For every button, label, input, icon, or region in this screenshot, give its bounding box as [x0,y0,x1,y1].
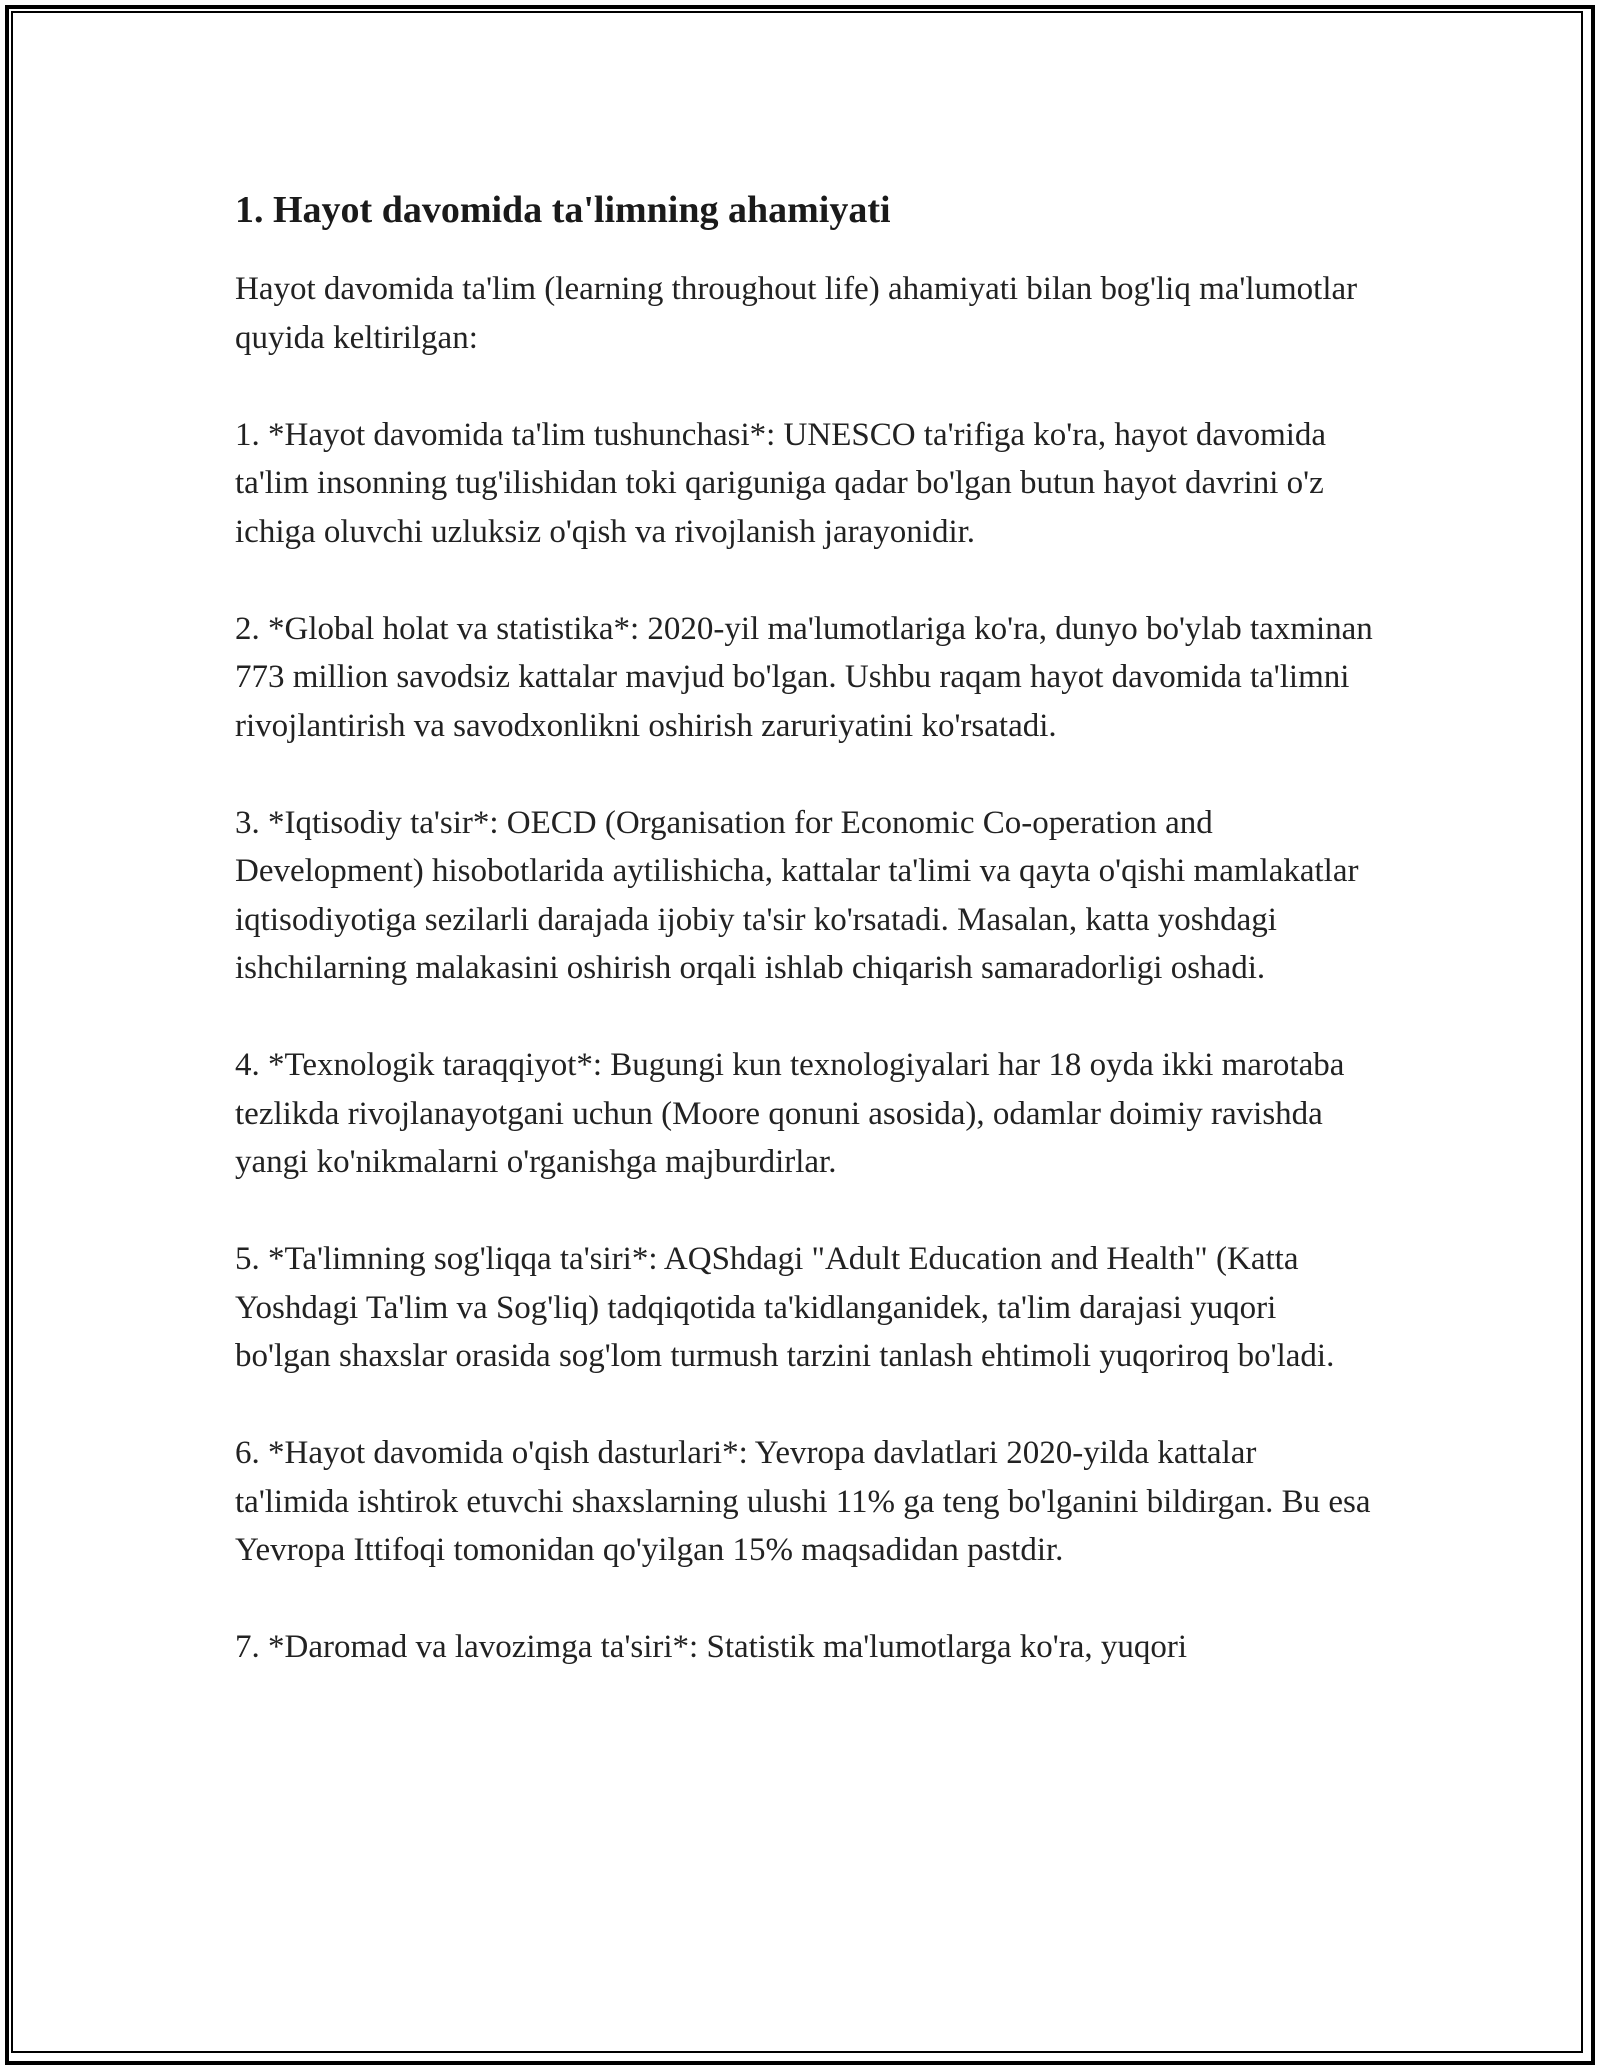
list-item-2: 2. *Global holat va statistika*: 2020-yil ma'lumotlariga ko'ra, dunyo bo'ylab taxminan 773 million savodsiz kattalar mavjud bo'lgan. Ushbu raqam hayot davomida ta'limni rivojlantirish va savodxonlikni oshirish zaruriyatini ko'rsatadi. [235,610,1373,744]
list-item-6: 6. *Hayot davomida o'qish dasturlari*: Yevropa davlatlari 2020-yilda kattalar ta'limida ishtirok etuvchi shaxslarning ulushi 11% ga teng bo'lganini bildirgan. Bu esa Yevropa Ittifoqi tomonidan qo'yilgan 15% maqsadidan pastdir. [235,1435,1371,1569]
intro-paragraph: Hayot davomida ta'lim (learning throughout life) ahamiyati bilan bog'liq ma'lumotlar quyida keltirilgan: [235,271,1358,356]
list-item-3: 3. *Iqtisodiy ta'sir*: OECD (Organisation for Economic Co-operation and Development) hisobotlarida aytilishicha, kattalar ta'limi va qayta o'qishi mamlakatlar iqtisodiyotiga sezilarli darajada ijobiy ta'sir ko'rsatadi. Masalan, katta yoshdagi ishchilarning malakasini oshirish orqali ishlab chiqarish samaradorligi oshadi. [235,804,1359,987]
document-body [235,186,1375,1720]
document-title: 1. Hayot davomida ta'limning ahamiyati [235,189,891,231]
list-item-4: 4. *Texnologik taraqqiyot*: Bugungi kun texnologiyalari har 18 oyda ikki marotaba tezlikda rivojlanayotgani uchun (Moore qonuni asosida), odamlar doimiy ravishda yangi ko'nikmalarni o'rganishga majburdirlar. [235,1047,1345,1181]
list-item-1: 1. *Hayot davomida ta'lim tushunchasi*: UNESCO ta'rifiga ko'ra, hayot davomida ta'lim insonning tug'ilishidan toki qariguniga qadar bo'lgan butun hayot davrini o'z ichiga oluvchi uzluksiz o'qish va rivojlanish jarayonidir. [235,416,1327,550]
list-item-5: 5. *Ta'limning sog'liqqa ta'siri*: AQShdagi "Adult Education and Health" (Katta Yoshdagi Ta'lim va Sog'liq) tadqiqotida ta'kidlanganidek, ta'lim darajasi yuqori bo'lgan shaxslar orasida sog'lom turmush tarzini tanlash ehtimoli yuqoriroq bo'ladi. [235,1241,1335,1375]
list-item-7: 7. *Daromad va lavozimga ta'siri*: Statistik ma'lumotlarga ko'ra, yuqori [235,1629,1188,1666]
